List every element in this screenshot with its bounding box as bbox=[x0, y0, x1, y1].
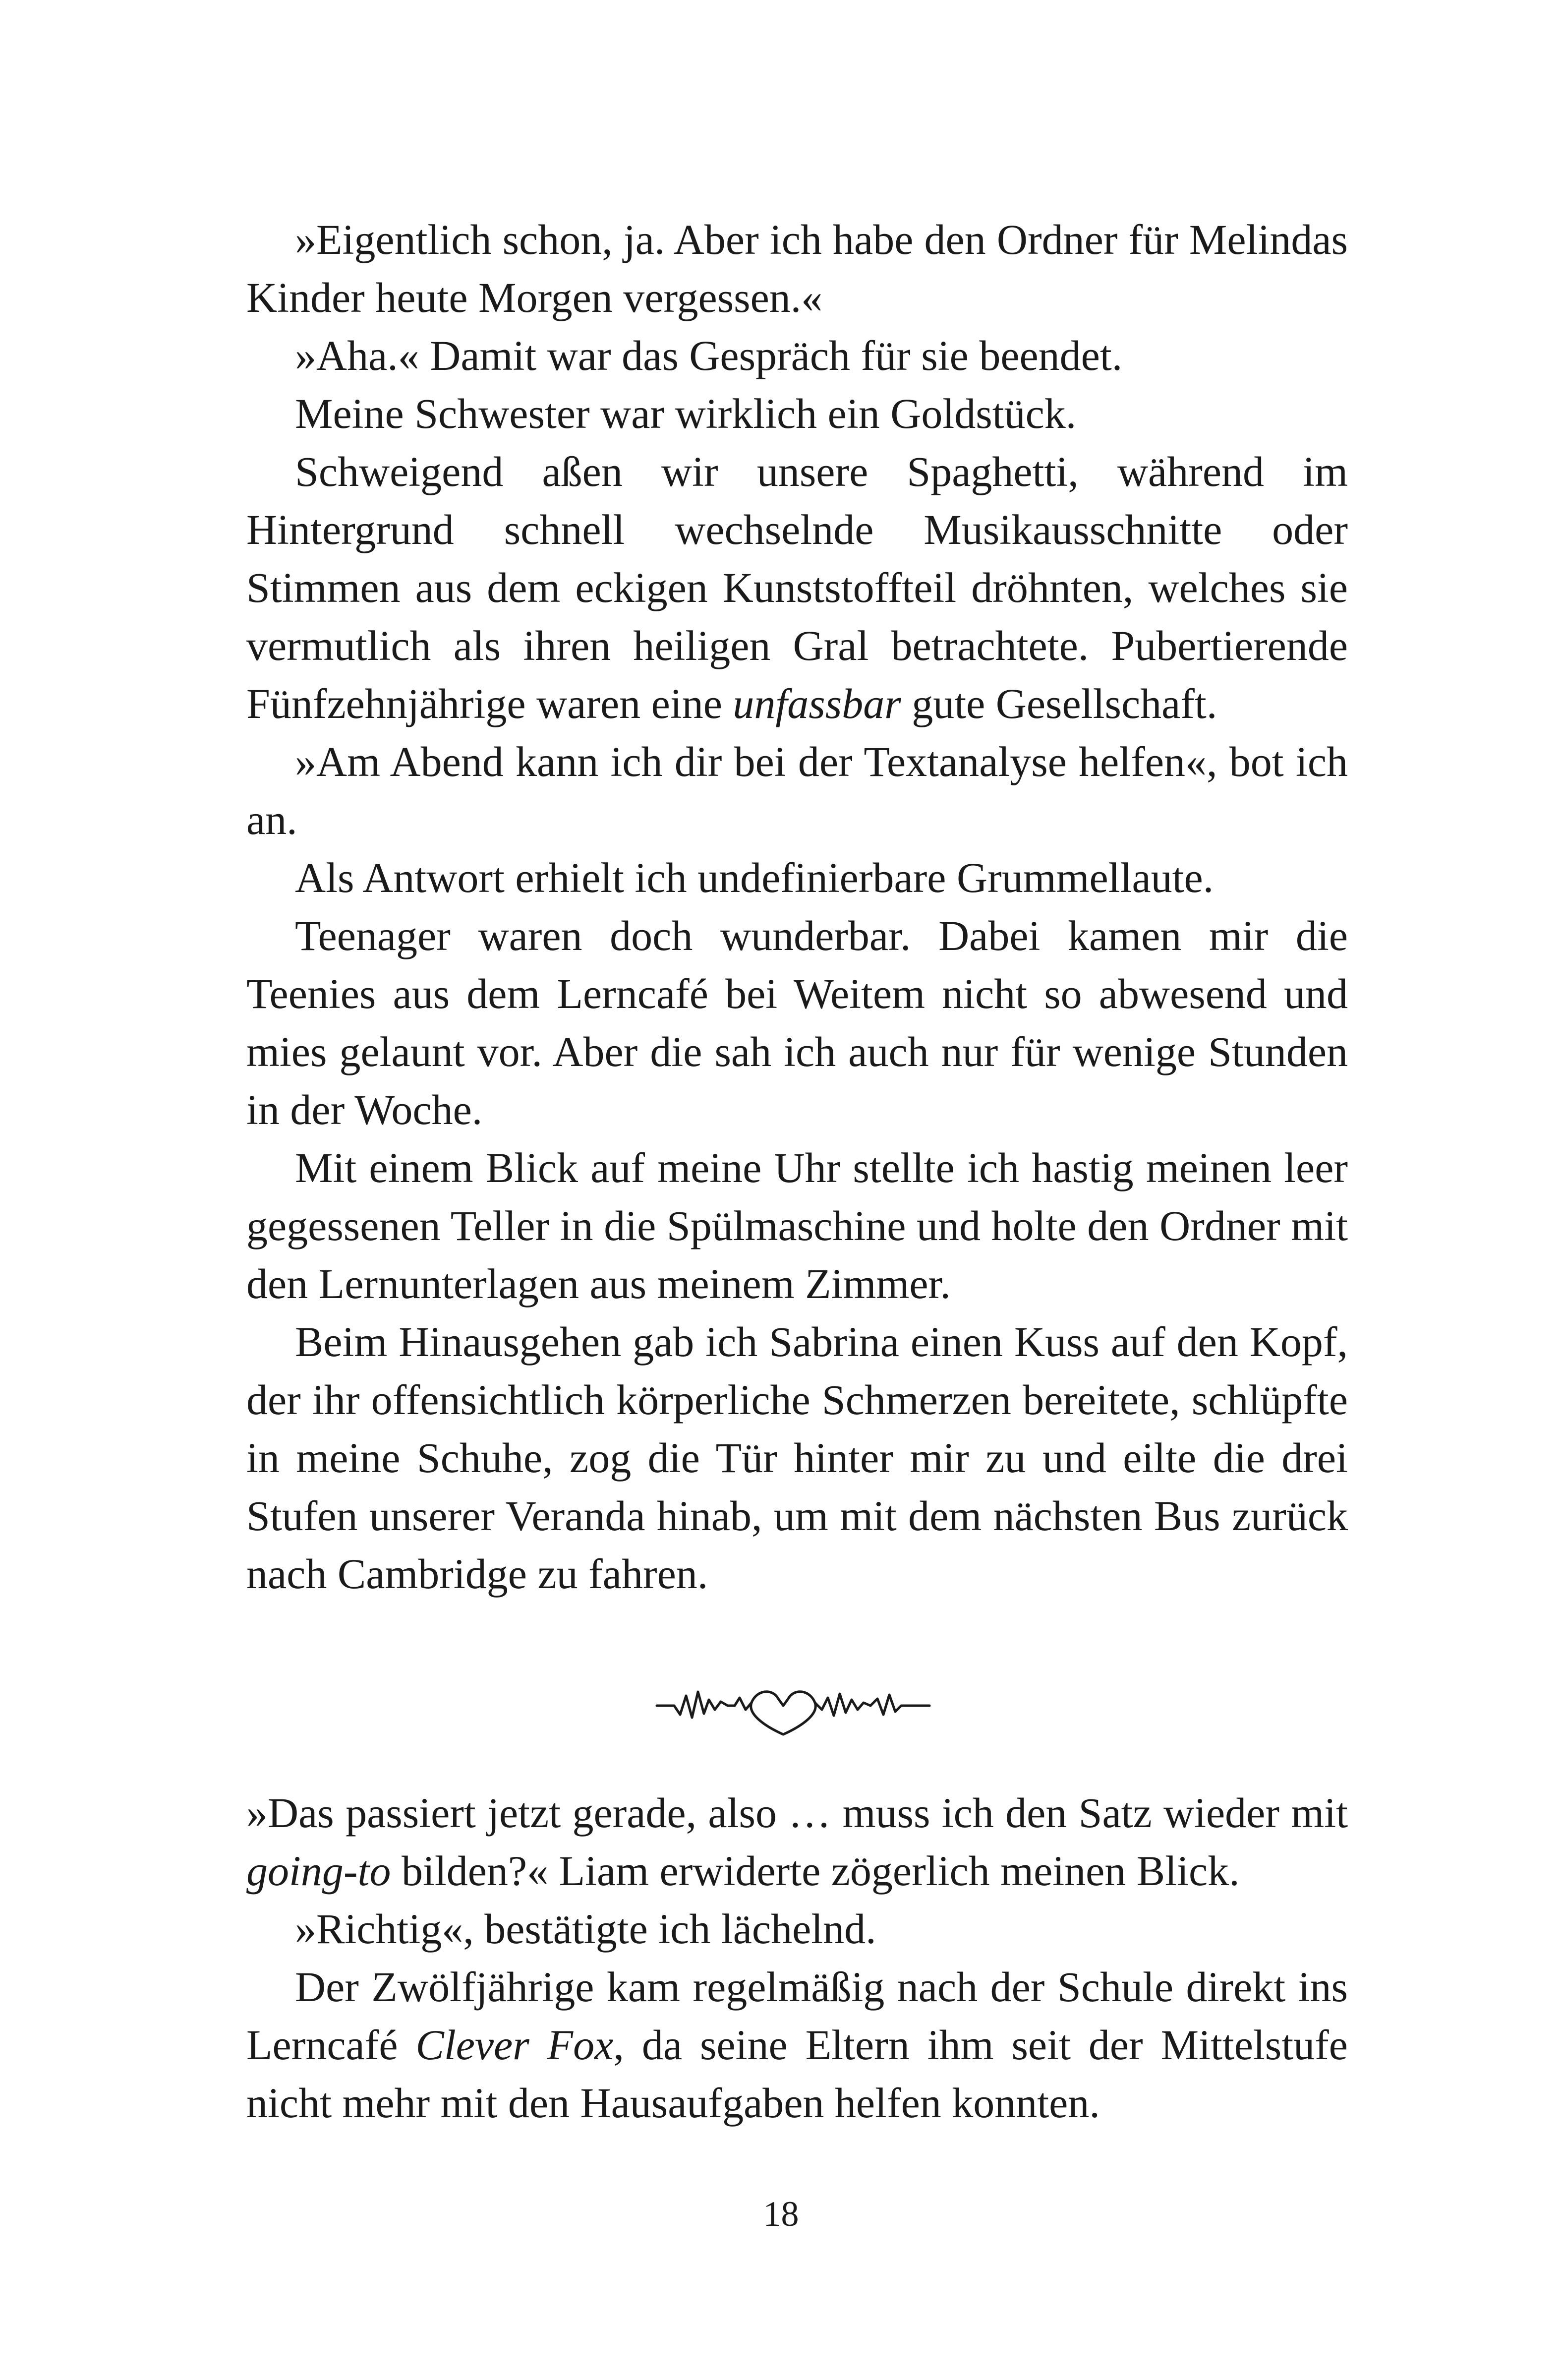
paragraph: »Aha.« Damit war das Gespräch für sie beendet. bbox=[295, 332, 1123, 379]
paragraph: Der Zwölfjährige kam regelmäßig nach der Schule direkt ins Lerncafé Clever Fox, da seine Eltern ihm seit der Mittelstufe nicht mehr mit den Hausaufgaben helfen konnten. bbox=[246, 1963, 1348, 2127]
paragraph: »Richtig«, bestätigte ich lächelnd. bbox=[295, 1905, 876, 1953]
page-number: 18 bbox=[763, 2194, 799, 2234]
paragraph: Beim Hinausgehen gab ich Sabrina einen Kuss auf den Kopf, der ihr offensichtlich körperliche Schmerzen bereitete, schlüpfte in meine Schuhe, zog die Tür hinter mir zu und eilte die drei Stufen unserer Veranda hinab, um mit dem nächsten Bus zurück nach Cambridge zu fahren. bbox=[246, 1318, 1348, 1598]
emphasis: going-to bbox=[246, 1847, 391, 1895]
paragraph: Als Antwort erhielt ich undefinierbare Grummellaute. bbox=[295, 854, 1214, 901]
emphasis: Clever Fox bbox=[415, 2021, 614, 2069]
paragraph: »Das passiert jetzt gerade, also … muss ich den Satz wieder mit going-to bilden?« Liam erwiderte zögerlich meinen Blick. bbox=[246, 1789, 1348, 1895]
paragraph: Schweigend aßen wir unsere Spaghetti, während im Hintergrund schnell wechselnde Musikausschnitte oder Stimmen aus dem eckigen Kunststoffteil dröhnten, welches sie vermutlich als ihren heiligen Gral betrachtete. Pubertierende Fünfzehnjährige waren eine unfassbar gute Gesellschaft. bbox=[246, 448, 1348, 727]
paragraph: Mit einem Blick auf meine Uhr stellte ich hastig meinen leer gegessenen Teller in die Spülmaschine und holte den Ordner mit den Lernunterlagen aus meinem Zimmer. bbox=[246, 1144, 1348, 1308]
heartbeat-heart-icon bbox=[654, 1670, 932, 1739]
text-section-two bbox=[246, 1784, 1348, 2132]
emphasis: unfassbar bbox=[733, 680, 901, 727]
paragraph: Teenager waren doch wunderbar. Dabei kamen mir die Teenies aus dem Lerncafé bei Weitem nicht so abwesend und mies gelaunt vor. Aber die sah ich auch nur für wenige Stunden in der Woche. bbox=[246, 912, 1348, 1133]
paragraph: Meine Schwester war wirklich ein Goldstück. bbox=[295, 390, 1077, 437]
text-section-one bbox=[246, 211, 1348, 1603]
paragraph: »Am Abend kann ich dir bei der Textanalyse helfen«, bot ich an. bbox=[246, 738, 1348, 843]
paragraph: »Eigentlich schon, ja. Aber ich habe den Ordner für Melindas Kinder heute Morgen vergessen.« bbox=[246, 216, 1348, 321]
